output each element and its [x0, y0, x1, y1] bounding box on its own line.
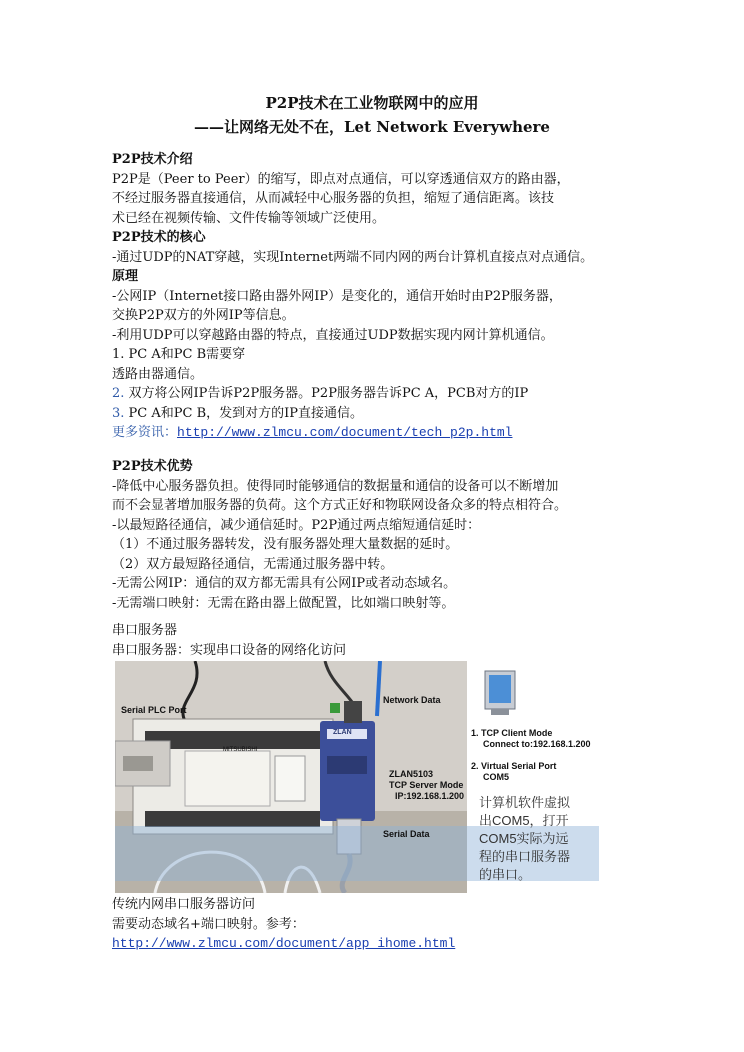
figure-note-line: 的串口。	[479, 867, 532, 882]
step-2-text: 双方将公网IP告诉P2P服务器。P2P服务器告诉PC A，PCB对方的IP	[124, 386, 529, 401]
principle-line: -利用UDP可以穿越路由器的特点，直接通过UDP数据实现内网计算机通信。	[112, 327, 554, 343]
advantage-line: -无需公网IP：通信的双方都无需具有公网IP或者动态域名。	[112, 576, 457, 591]
footer-link[interactable]: http://www.zlmcu.com/document/app_ihome.html	[112, 936, 456, 951]
principle-line: 透路由器通信。	[112, 366, 204, 382]
principle-line: 交换P2P双方的外网IP等信息。	[112, 308, 295, 323]
figure-note-line: 程的串口服务器	[479, 849, 571, 864]
core-heading: P2P技术的核心	[112, 230, 206, 245]
serial-line: 串口服务器	[112, 623, 178, 638]
serial-line: 串口服务器：实现串口设备的网络化访问	[112, 642, 347, 658]
device-photo	[115, 661, 467, 893]
figure-note-line: 计算机软件虚拟	[479, 795, 571, 810]
footer-section	[112, 895, 642, 954]
footer-line: 传统内网串口服务器访问	[112, 897, 256, 912]
com5-label: COM5	[483, 772, 510, 782]
step-2-number: 2.	[112, 386, 125, 401]
intro-line: 术已经在视频传输、文件传输等领域广泛使用。	[112, 210, 386, 226]
network-data-label: Network Data	[383, 695, 441, 705]
advantage-line: -无需端口映射：无需在路由器上做配置，比如端口映射等。	[112, 595, 455, 611]
figure-note	[479, 794, 570, 884]
advantages-section	[112, 457, 642, 613]
tcp-client-mode-label: 1. TCP Client Mode	[471, 728, 553, 738]
page-title: P2P技术在工业物联网中的应用	[265, 94, 479, 112]
step-3-text: PC A和PC B，发到对方的IP直接通信。	[124, 405, 364, 421]
more-info-label: 更多资讯：	[112, 425, 178, 440]
tcp-server-mode-label: TCP Server Mode	[389, 780, 464, 790]
intro-line: P2P是（Peer to Peer）的缩写，即点对点通信，可以穿透通信双方的路由器，	[112, 171, 570, 187]
footer-line: 需要动态域名+端口映射。参考：	[112, 916, 305, 932]
device-brand-label: ZLAN	[333, 729, 352, 736]
advantage-line: -降低中心服务器负担。使得同时能够通信的数据量和通信的设备可以不断增加	[112, 478, 559, 494]
advantage-line: （2）双方最短路径通信，无需通过服务器中转。	[112, 556, 394, 572]
virtual-serial-port-label: 2. Virtual Serial Port	[471, 761, 557, 771]
connect-to-label: Connect to:192.168.1.200	[483, 739, 591, 749]
more-info-link[interactable]: http://www.zlmcu.com/document/tech_p2p.html	[177, 425, 513, 440]
intro-section	[112, 150, 642, 443]
principle-heading: 原理	[112, 269, 139, 284]
figure-note-line: COM5实际为远	[479, 831, 569, 846]
step-3-number: 3.	[112, 405, 125, 421]
intro-line: 不经过服务器直接通信，从而减轻中心服务器的负担，缩短了通信距离。该技	[112, 191, 555, 206]
serial-data-label: Serial Data	[383, 829, 430, 839]
serial-plc-port-label: Serial PLC Port	[121, 705, 187, 715]
page-subtitle: ——让网络无处不在，Let Network Everywhere	[194, 118, 550, 136]
more-info	[112, 423, 642, 443]
figure-note-line: 出COM5，打开	[479, 813, 569, 828]
step-3	[112, 404, 642, 424]
advantage-line: 而不会显著增加服务器的负荷。这个方式正好和物联网设备众多的特点相符合。	[112, 498, 568, 513]
server-ip-label: IP:192.168.1.200	[395, 791, 465, 801]
core-line: -通过UDP的NAT穿越，实现Internet两端不同内网的两台计算机直接点对点通信。	[112, 249, 594, 265]
plc-brand-label: MITSUBISHI	[223, 747, 258, 753]
step-2	[112, 384, 642, 404]
figure-right-panel	[467, 661, 627, 893]
advantage-line: -以最短路径通信，减少通信延时。P2P通过两点缩短通信延时：	[112, 517, 481, 533]
advantage-line: （1）不通过服务器转发，没有服务器处理大量数据的延时。	[112, 537, 459, 552]
advantages-heading: P2P技术优势	[112, 459, 193, 474]
serial-section	[112, 621, 642, 660]
intro-heading: P2P技术介绍	[112, 152, 193, 167]
principle-line: 1. PC A和PC B需要穿	[112, 347, 246, 362]
device-model-label: ZLAN5103	[389, 769, 434, 779]
principle-line: -公网IP（Internet接口路由器外网IP）是变化的，通信开始时由P2P服务器，	[112, 288, 562, 304]
